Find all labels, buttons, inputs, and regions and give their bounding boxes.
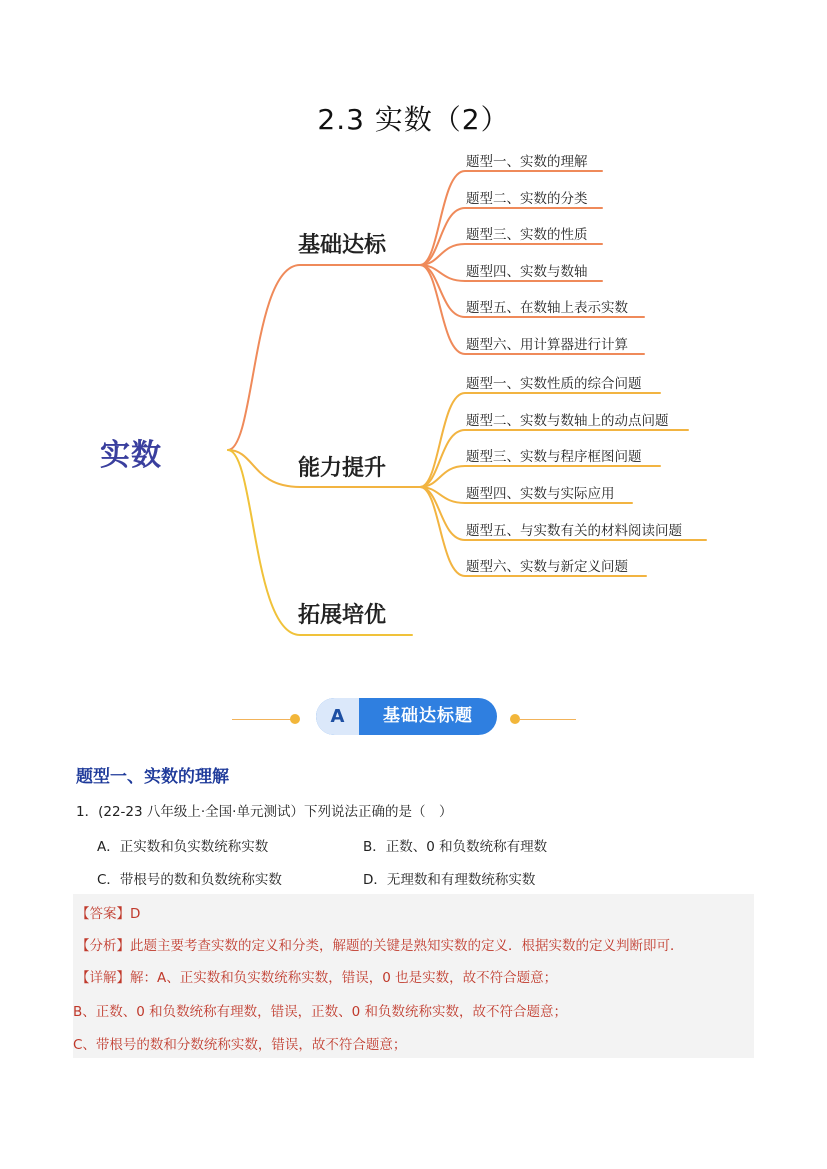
mindmap-root: 实数 (100, 438, 162, 473)
mindmap-leaf: 题型六、用计算器进行计算 (466, 337, 628, 353)
option-b: B．正数、0 和负数统称有理数 (363, 839, 548, 855)
banner-left-dot (290, 714, 300, 724)
question-stem: 1．(22-23 八年级上·全国·单元测试）下列说法正确的是（ ） (76, 804, 453, 820)
connector-b1-leaf1 (420, 171, 602, 265)
banner-left-line (232, 719, 294, 720)
answer-box (73, 894, 754, 1058)
mindmap-branch-extension: 拓展培优 (298, 603, 387, 628)
option-a: A．正实数和负实数统称实数 (97, 839, 269, 855)
banner-right-line (518, 719, 576, 720)
option-d: D．无理数和有理数统称实数 (363, 872, 536, 888)
mindmap-leaf: 题型四、实数与实际应用 (466, 486, 615, 502)
mindmap-leaf: 题型四、实数与数轴 (466, 264, 588, 280)
banner-title: 基础达标题 (383, 706, 473, 726)
page-title: 2.3 实数（2） (317, 103, 510, 136)
connector-root-branch1 (228, 265, 420, 450)
section-heading: 题型一、实数的理解 (76, 767, 229, 787)
mindmap-leaf: 题型二、实数与数轴上的动点问题 (466, 413, 669, 429)
detail-line: B、正数、0 和负数统称有理数，错误，正数、0 和负数统称实数，故不符合题意； (73, 1004, 568, 1020)
section-banner (316, 698, 497, 735)
mindmap-leaf: 题型五、与实数有关的材料阅读问题 (466, 523, 682, 539)
option-c: C．带根号的数和负数统称实数 (97, 872, 282, 888)
analysis-line: 【分析】此题主要考查实数的定义和分类，解题的关键是熟知实数的定义．根据实数的定义判断即可． (76, 938, 684, 954)
mindmap-leaf: 题型五、在数轴上表示实数 (466, 300, 628, 316)
detail-line: 【详解】解：A、正实数和负实数统称实数，错误，0 也是实数，故不符合题意； (76, 970, 558, 986)
mindmap-leaf: 题型三、实数的性质 (466, 227, 588, 243)
mindmap-leaf: 题型六、实数与新定义问题 (466, 559, 628, 575)
detail-line: C、带根号的数和分数统称实数，错误，故不符合题意； (73, 1037, 407, 1053)
connector-b2-leaf1 (420, 393, 660, 487)
mindmap-leaf: 题型一、实数性质的综合问题 (466, 376, 642, 392)
mindmap-branch-ability: 能力提升 (298, 456, 387, 481)
mindmap-branch-basic: 基础达标 (298, 233, 387, 258)
mindmap-leaf: 题型三、实数与程序框图问题 (466, 449, 642, 465)
banner-letter: A (316, 698, 359, 735)
answer-line: 【答案】D (76, 906, 141, 922)
mindmap-leaf: 题型二、实数的分类 (466, 191, 588, 207)
mindmap-leaf: 题型一、实数的理解 (466, 154, 588, 170)
